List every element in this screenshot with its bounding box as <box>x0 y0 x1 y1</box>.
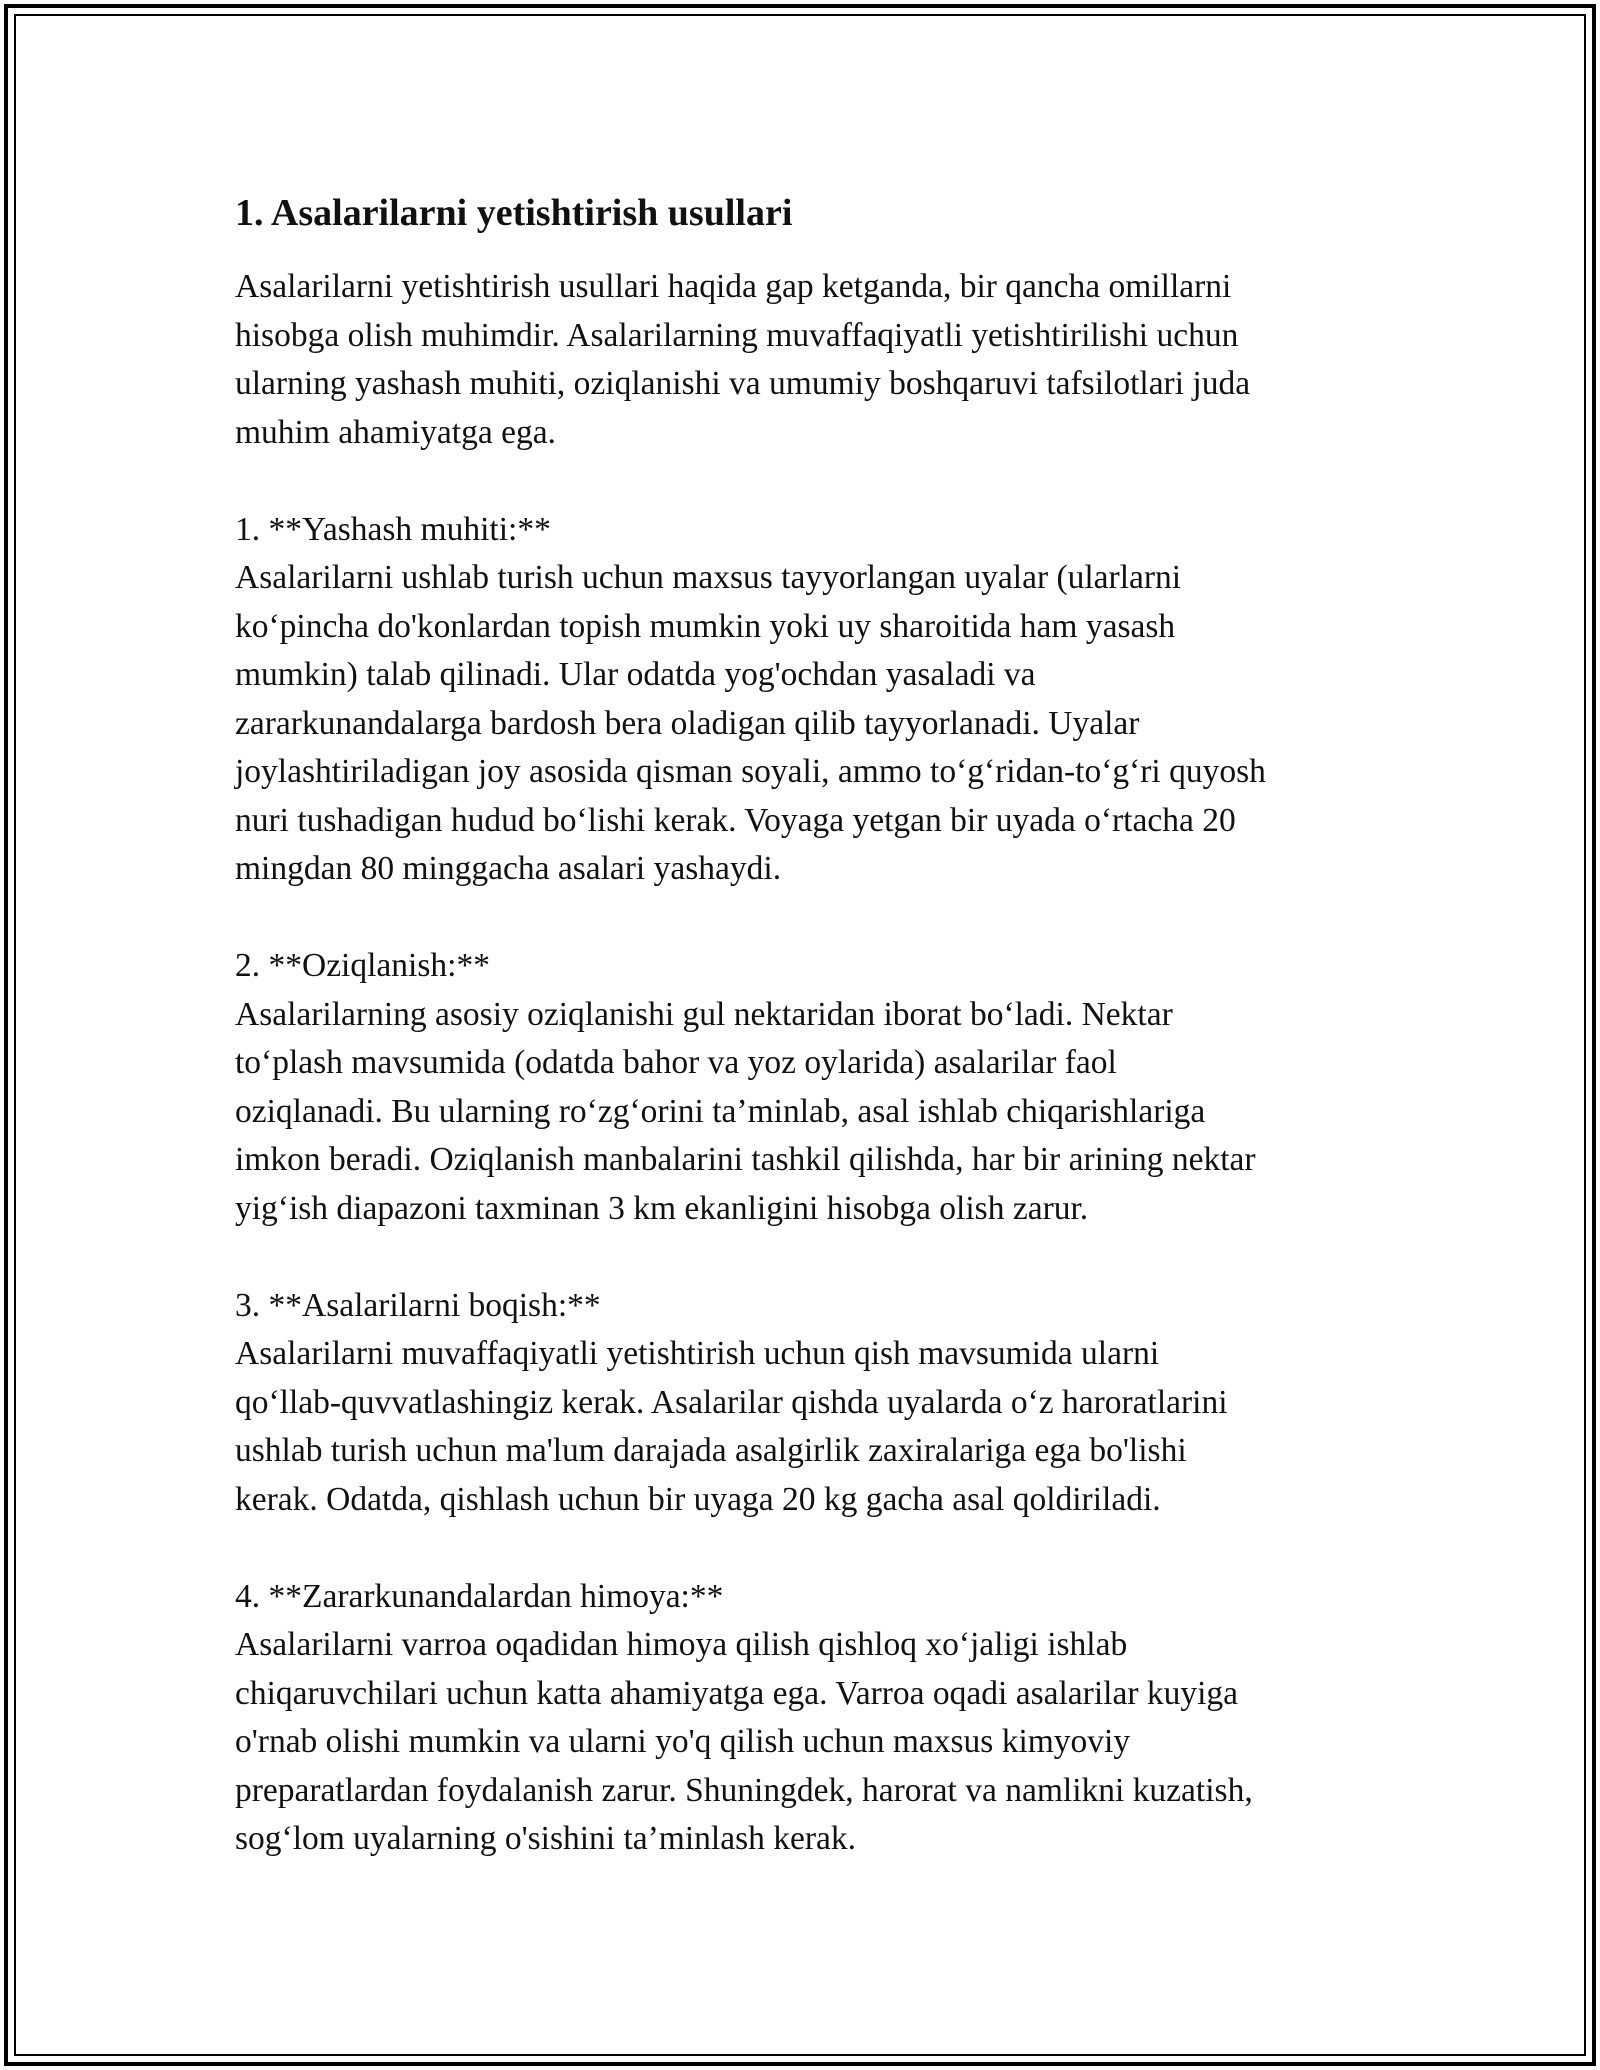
section-heading: 4. **Zararkunandalardan himoya:** <box>235 1577 724 1615</box>
spacer <box>235 1524 1375 1573</box>
spacer <box>235 1233 1375 1282</box>
document-content <box>235 185 1375 1864</box>
section-body: Asalarilarni muvaffaqiyatli yetishtirish uchun qish mavsumida ularni qo‘llab-quvvatlashingiz kerak. Asalarilar qishda uyalarda o‘z haroratlarini ushlab turish uchun ma'lum darajada asalgirlik zaxiralariga ega bo'lishi kerak. Odatda, qishlash uchun bir uyaga 20 kg gacha asal qoldiriladi. <box>235 1335 1228 1518</box>
section-body: Asalarilarni ushlab turish uchun maxsus tayyorlangan uyalar (ularlarni ko‘pincha do'konlardan topish mumkin yoki uy sharoitida ham yasash mumkin) talab qilinadi. Ular odatda yog'ochdan yasaladi va zararkunandalarga bardosh bera oladigan qilib tayyorlanadi. Uyalar joylashtiriladigan joy asosida qisman soyali, ammo to‘g‘ridan-to‘g‘ri quyosh nuri tushadigan hudud bo‘lishi kerak. Voyaga yetgan bir uyada o‘rtacha 20 mingdan 80 minggacha asalari yashaydi. <box>235 559 1266 887</box>
intro-paragraph: Asalarilarni yetishtirish usullari haqida gap ketganda, bir qancha omillarni hisobga olish muhimdir. Asalarilarning muvaffaqiyatli yetishtirilishi uchun ularning yashash muhiti, oziqlanishi va umumiy boshqaruvi tafsilotlari juda muhim ahamiyatga ega. <box>235 268 1251 451</box>
section-heading: 2. **Oziqlanish:** <box>235 947 490 984</box>
section-body: Asalarilarning asosiy oziqlanishi gul nektaridan iborat bo‘ladi. Nektar to‘plash mavsumida (odatda bahor va yoz oylarida) asalarilar faol oziqlanadi. Bu ularning ro‘zg‘orini ta’minlab, asal ishlab chiqarishlariga imkon beradi. Oziqlanish manbalarini tashkil qilishda, har bir arining nektar yig‘ish diapazoni taxminan 3 km ekanligini hisobga olish zarur. <box>235 995 1256 1227</box>
spacer <box>235 894 1375 943</box>
section-4 <box>235 1573 1375 1864</box>
section-3 <box>235 1282 1375 1525</box>
section-heading: 3. **Asalarilarni boqish:** <box>235 1286 601 1324</box>
section-body: Asalarilarni varroa oqadidan himoya qilish qishloq xo‘jaligi ishlab chiqaruvchilari uchun katta ahamiyatga ega. Varroa oqadi asalarilar kuyiga o'rnab olishi mumkin va ularni yo'q qilish uchun maxsus kimyoviy preparatlardan foydalanish zarur. Shuningdek, harorat va namlikni kuzatish, sog‘lom uyalarning o'sishini ta’minlash kerak. <box>235 1626 1253 1857</box>
section-2 <box>235 942 1375 1233</box>
section-heading: 1. **Yashash muhiti:** <box>235 510 551 548</box>
section-1 <box>235 506 1375 894</box>
spacer <box>235 457 1375 506</box>
document-title: 1. Asalarilarni yetishtirish usullari <box>235 192 793 234</box>
